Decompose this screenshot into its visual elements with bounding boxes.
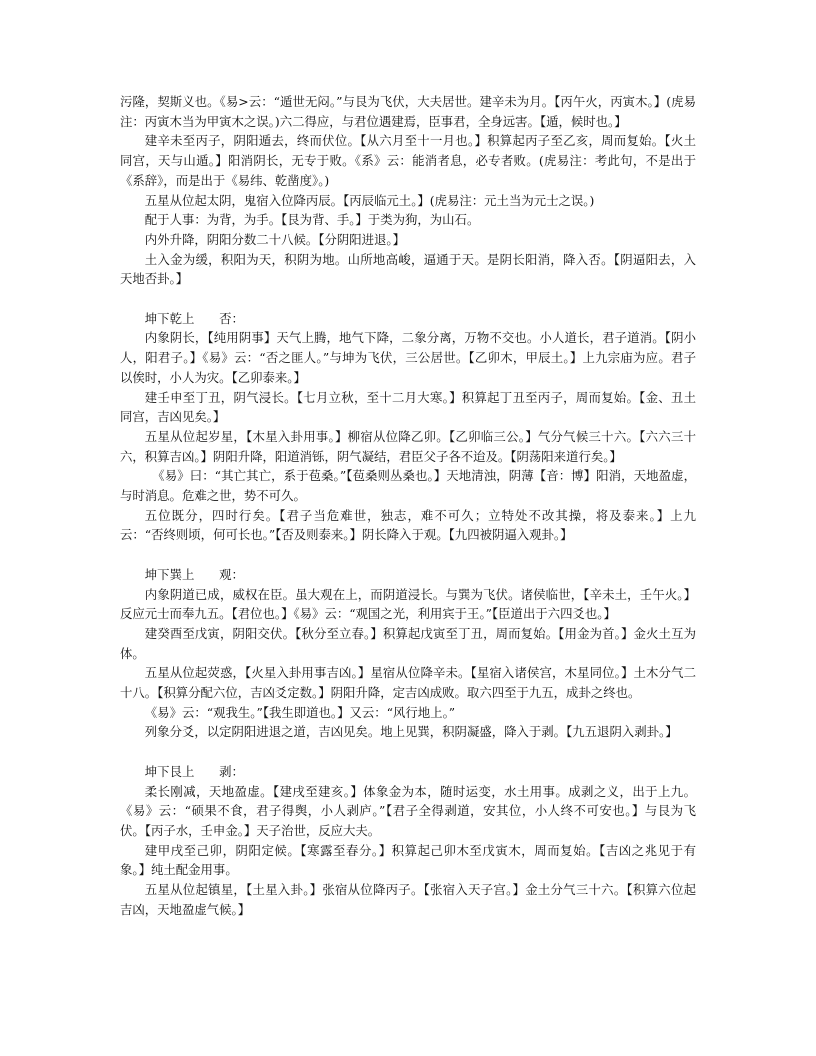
paragraph: 五星从位起太阴，鬼宿入位降丙辰。【丙辰临元土。】(虎易注：元土当为元士之误。) <box>144 192 595 208</box>
section-gap <box>120 742 696 762</box>
document-page <box>120 92 696 919</box>
hexagram-heading: 坤下乾上 否： <box>144 310 244 326</box>
hexagram-heading: 坤下艮上 剥： <box>144 763 244 779</box>
paragraph: 列象分爻，以定阴阳进退之道，吉凶见矣。地上见巽，积阴凝盛，降入于剥。【九五退阴入剥卦。】 <box>144 724 678 740</box>
paragraph: 内象阴道已成，威权在臣。虽大观在上，而阴道浸长。与巽为飞伏。诸侯临世，【辛未土，壬午火。】反应元士而奉九五。【君位也。】《易》云：“观国之光，利用宾于王。”【臣道出于六四爻也。】 <box>120 586 696 622</box>
paragraph: 土入金为缓，积阳为天，积阴为地。山所地高峻，逼通于天。是阴长阳消，降入否。【阴逼阳去，入天地否卦。】 <box>120 251 696 287</box>
paragraph: 五星从位起荧惑，【火星入卦用事吉凶。】星宿从位降辛未。【星宿入诸侯宫，木星同位。】土木分气二十八。【积算分配六位，吉凶爻定数。】阴阳升降，定吉凶成败。取六四至于九五，成卦之终也。 <box>120 665 696 701</box>
paragraph: 五星从位起镇星，【土星入卦。】张宿从位降丙子。【张宿入天子宫。】金土分气三十六。【积算六位起吉凶，天地盈虚气候。】 <box>120 882 696 917</box>
paragraph: 柔长刚减，天地盈虚。【建戌至建亥。】体象金为本，随时运变，水土用事。成剥之义，出于上九。《易》云：“硕果不食，君子得舆，小人剥庐。”【君子全得剥道，安其位，小人终不可安也。】与艮为飞伏。【丙子水，壬申金。】天子治世，反应大夫。 <box>120 783 696 838</box>
hexagram-heading: 坤下巽上 观： <box>144 566 244 582</box>
paragraph: 内外升降，阴阳分数二十八候。【分阴阳进退。】 <box>144 231 405 247</box>
paragraph: 配于人事：为背，为手。【艮为背、手。】于类为狗，为山石。 <box>144 212 480 228</box>
section-gap <box>120 289 696 309</box>
paragraph: 污隆，契斯义也。《易>云：“遁世无闷。”与艮为飞伏，大夫居世。建辛未为月。【丙午火，丙寅木。】(虎易注：丙寅木当为甲寅木之误。)六二得应，与君位遇建焉，臣事君，全身远害。【遁，候时也。】 <box>120 94 696 129</box>
paragraph: 《易》曰：“其亡其亡，系于苞桑。”【苞桑则丛桑也。】天地清浊，阴薄【音：博】阳消，天地盈虚，与时消息。危难之世，势不可久。 <box>120 468 696 504</box>
paragraph: 《易》云：“观我生。”【我生即道也。】又云：“风行地上。” <box>144 704 456 720</box>
paragraph: 五星从位起岁星，【木星入卦用事。】柳宿从位降乙卯。【乙卯临三公。】气分气候三十六。【六六三十六，积算吉凶。】阴阳升降，阳道消铄，阴气凝结，君臣父子各不迨及。【阴荡阳来道行矣。】 <box>120 428 696 464</box>
section-gap <box>120 545 696 565</box>
paragraph: 五位既分，四时行矣。【君子当危难世，独志，难不可久；立特处不改其操，将及泰来。】上九云：“否终则顷，何可长也。”【否及则泰来。】阴长降入于观。【九四被阴逼入观卦。】 <box>120 507 696 543</box>
paragraph: 内象阴长，【纯用阴事】天气上腾，地气下降，二象分离，万物不交也。小人道长，君子道消。【阴小人，阳君子。】《易》云：“否之匪人。”与坤为飞伏，三公居世。【乙卯木，甲辰土。】上九宗庙为应。君子以俟时，小人为灾。【乙卯泰来。】 <box>120 330 696 385</box>
paragraph: 建癸酉至戊寅，阴阳交伏。【秋分至立春。】积算起戊寅至丁丑，周而复始。【用金为首。】金火土互为体。 <box>120 625 696 661</box>
paragraph: 建辛未至丙子，阴阳遁去，终而伏位。【从六月至十一月也。】积算起丙子至乙亥，周而复始。【火土同宫，天与山遁。】阳消阴长，无专于败。《系》云：能消者息，必专者败。(虎易注：考此句，不是出于《系辞》，而是出于《易纬、乾凿度》。) <box>120 133 696 188</box>
paragraph: 建甲戌至己卯，阴阳定候。【寒露至春分。】积算起己卯木至戊寅木，周而复始。【吉凶之兆见于有象。】纯土配金用事。 <box>120 842 696 878</box>
paragraph: 建壬申至丁丑，阴气浸长。【七月立秋，至十二月大寒。】积算起丁丑至丙子，周而复始。【金、丑土同宫，吉凶见矣。】 <box>120 389 696 425</box>
